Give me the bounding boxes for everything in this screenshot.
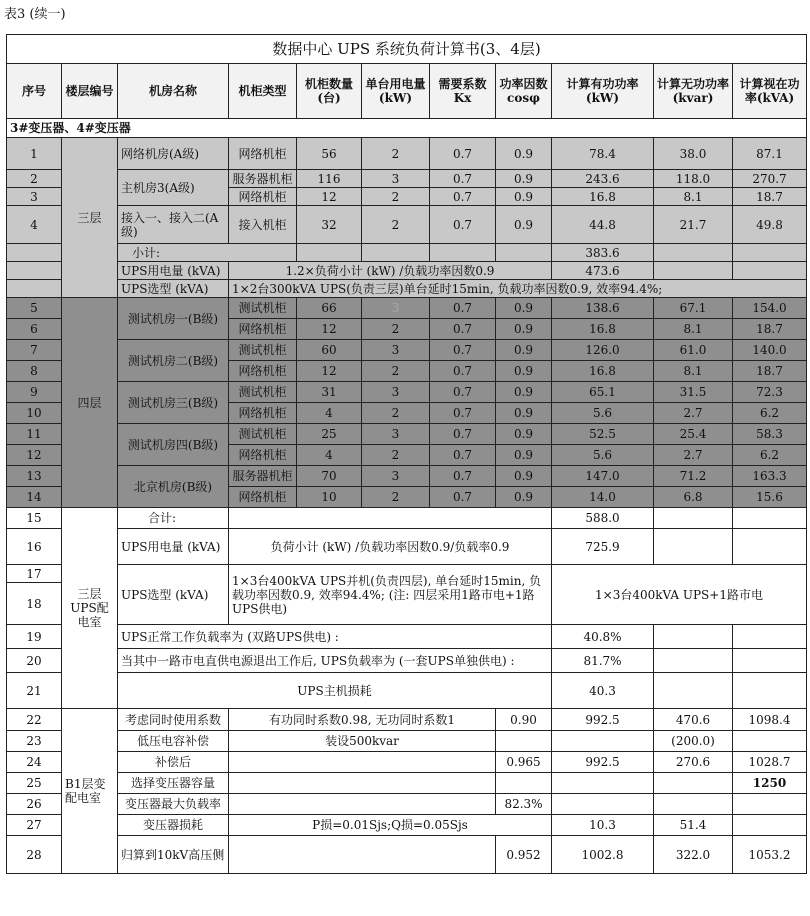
active-power: 5.6 xyxy=(552,445,654,466)
reactive-power: 470.6 xyxy=(654,709,733,731)
kx: 0.7 xyxy=(430,188,496,206)
active-power: 16.8 xyxy=(552,319,654,340)
row-no: 19 xyxy=(7,625,62,649)
cos-phi: 0.9 xyxy=(496,298,552,319)
kx: 0.7 xyxy=(430,340,496,361)
cabinet-qty: 12 xyxy=(297,361,362,382)
kx: 0.7 xyxy=(430,361,496,382)
table-row xyxy=(7,298,807,319)
ups-loss-value: 40.3 xyxy=(552,673,654,709)
row-no: 4 xyxy=(7,206,62,244)
table-row xyxy=(7,773,807,794)
row-text: P损=0.01Sjs;Q损=0.05Sjs xyxy=(229,815,552,836)
kx: 0.7 xyxy=(430,138,496,170)
room-name: 测试机房四(B级) xyxy=(118,424,229,466)
apparent-power: 1053.2 xyxy=(733,836,807,874)
row-no: 20 xyxy=(7,649,62,673)
cos-phi: 0.9 xyxy=(496,340,552,361)
unit-kw: 2 xyxy=(362,361,430,382)
reactive-power: 2.7 xyxy=(654,445,733,466)
reactive-power: 21.7 xyxy=(654,206,733,244)
ups-load-normal-value: 40.8% xyxy=(552,625,654,649)
row-no: 28 xyxy=(7,836,62,874)
table-row xyxy=(7,794,807,815)
apparent-power: 1098.4 xyxy=(733,709,807,731)
section-label: 3#变压器、4#变压器 xyxy=(7,119,807,138)
table-row xyxy=(7,752,807,773)
cabinet-type: 网络机柜 xyxy=(229,403,297,424)
ups-load-normal-label: UPS正常工作负载率为 (双路UPS供电) : xyxy=(118,625,552,649)
unit-kw: 3 xyxy=(362,170,430,188)
reactive-power: 8.1 xyxy=(654,361,733,382)
header-cell: 单台用电量(kW) xyxy=(362,64,430,119)
cabinet-type: 测试机柜 xyxy=(229,298,297,319)
subtotal-value: 383.6 xyxy=(552,244,654,262)
row-label: 补偿后 xyxy=(118,752,229,773)
apparent-power: 18.7 xyxy=(733,188,807,206)
table-row xyxy=(7,565,807,583)
ups-usage-label: UPS用电量 (kVA) xyxy=(118,262,229,280)
row-label: 考虑同时使用系数 xyxy=(118,709,229,731)
room-name: 测试机房三(B级) xyxy=(118,382,229,424)
header-cell: 计算视在功率(kVA) xyxy=(733,64,807,119)
row-no: 23 xyxy=(7,731,62,752)
reactive-power: 322.0 xyxy=(654,836,733,874)
row-no: 18 xyxy=(7,583,62,625)
cabinet-qty: 56 xyxy=(297,138,362,170)
table-row xyxy=(7,138,807,170)
row-no: 14 xyxy=(7,487,62,508)
table-row xyxy=(7,340,807,361)
transformer-capacity: 1250 xyxy=(733,773,807,794)
row-label: 归算到10kV高压侧 xyxy=(118,836,229,874)
reactive-power: 8.1 xyxy=(654,319,733,340)
unit-kw: 2 xyxy=(362,206,430,244)
reactive-power: 51.4 xyxy=(654,815,733,836)
row-text: 有功同时系数0.98, 无功同时系数1 xyxy=(229,709,496,731)
ups-model-text: 1×3台400kVA UPS并机(负责四层), 单台延时15min, 负载功率因数0.9, 效率94.4%; (注: 四层采用1路市电+1路UPS供电) xyxy=(229,565,552,625)
cos-phi: 0.9 xyxy=(496,188,552,206)
header-cell: 功率因数cosφ xyxy=(496,64,552,119)
reactive-power: 6.8 xyxy=(654,487,733,508)
active-power: 138.6 xyxy=(552,298,654,319)
cos-phi: 0.9 xyxy=(496,445,552,466)
row-label: 低压电容补偿 xyxy=(118,731,229,752)
unit-kw: 3 xyxy=(362,382,430,403)
unit-kw: 2 xyxy=(362,188,430,206)
row-no: 24 xyxy=(7,752,62,773)
header-cell: 机房名称 xyxy=(118,64,229,119)
header-cell: 需要系数Kx xyxy=(430,64,496,119)
ups-loss-label: UPS主机损耗 xyxy=(118,673,552,709)
apparent-power: 163.3 xyxy=(733,466,807,487)
apparent-power: 87.1 xyxy=(733,138,807,170)
ups-model-summary: 1×3台400kVA UPS+1路市电 xyxy=(552,565,807,625)
row-no: 22 xyxy=(7,709,62,731)
table-row xyxy=(7,170,807,188)
cos-phi: 0.9 xyxy=(496,403,552,424)
cos-phi: 0.9 xyxy=(496,466,552,487)
subtotal-row xyxy=(7,244,807,262)
reactive-power: 2.7 xyxy=(654,403,733,424)
ups-usage-value: 473.6 xyxy=(552,262,654,280)
subtotal-label: 小计: xyxy=(118,244,297,262)
row-no: 13 xyxy=(7,466,62,487)
ups-usage-row xyxy=(7,262,807,280)
table-row xyxy=(7,625,807,649)
cabinet-type: 服务器机柜 xyxy=(229,466,297,487)
apparent-power: 140.0 xyxy=(733,340,807,361)
room-name: 网络机房(A级) xyxy=(118,138,229,170)
table-row xyxy=(7,731,807,752)
cabinet-type: 服务器机柜 xyxy=(229,170,297,188)
cabinet-type: 测试机柜 xyxy=(229,340,297,361)
active-power: 243.6 xyxy=(552,170,654,188)
apparent-power: 15.6 xyxy=(733,487,807,508)
unit-kw: 2 xyxy=(362,403,430,424)
row-no: 8 xyxy=(7,361,62,382)
ups-model-label: UPS选型 (kVA) xyxy=(118,565,229,625)
active-power: 10.3 xyxy=(552,815,654,836)
row-no: 16 xyxy=(7,529,62,565)
cabinet-qty: 32 xyxy=(297,206,362,244)
cabinet-type: 网络机柜 xyxy=(229,319,297,340)
active-power: 5.6 xyxy=(552,403,654,424)
kx: 0.7 xyxy=(430,319,496,340)
row-no: 11 xyxy=(7,424,62,445)
cabinet-qty: 25 xyxy=(297,424,362,445)
apparent-power: 49.8 xyxy=(733,206,807,244)
ups-load-table xyxy=(6,34,807,874)
table-row xyxy=(7,649,807,673)
kx: 0.7 xyxy=(430,170,496,188)
ups-model-label: UPS选型 (kVA) xyxy=(118,280,229,298)
table-row xyxy=(7,466,807,487)
row-label: 变压器最大负载率 xyxy=(118,794,229,815)
b1-room-label: B1层变配电室 xyxy=(62,709,118,874)
cabinet-qty: 116 xyxy=(297,170,362,188)
kx: 0.7 xyxy=(430,487,496,508)
apparent-power: 58.3 xyxy=(733,424,807,445)
cabinet-type: 测试机柜 xyxy=(229,424,297,445)
unit-kw: 2 xyxy=(362,445,430,466)
row-no: 25 xyxy=(7,773,62,794)
cabinet-qty: 70 xyxy=(297,466,362,487)
active-power: 52.5 xyxy=(552,424,654,445)
unit-kw: 3 xyxy=(362,340,430,361)
ups-usage-value: 725.9 xyxy=(552,529,654,565)
cabinet-qty: 10 xyxy=(297,487,362,508)
cabinet-type: 网络机柜 xyxy=(229,138,297,170)
row-text: 装设500kvar xyxy=(229,731,496,752)
cos-phi: 0.9 xyxy=(496,487,552,508)
active-power: 147.0 xyxy=(552,466,654,487)
cos-phi: 0.9 xyxy=(496,170,552,188)
cabinet-qty: 66 xyxy=(297,298,362,319)
active-power: 992.5 xyxy=(552,752,654,773)
apparent-power: 18.7 xyxy=(733,319,807,340)
ups-model-row xyxy=(7,280,807,298)
cabinet-type: 网络机柜 xyxy=(229,188,297,206)
room-name: 主机房3(A级) xyxy=(118,170,229,206)
apparent-power: 18.7 xyxy=(733,361,807,382)
reactive-power: (200.0) xyxy=(654,731,733,752)
table-title: 数据中心 UPS 系统负荷计算书(3、4层) xyxy=(7,35,807,64)
active-power: 1002.8 xyxy=(552,836,654,874)
reactive-power: 31.5 xyxy=(654,382,733,403)
apparent-power: 1028.7 xyxy=(733,752,807,773)
apparent-power: 6.2 xyxy=(733,445,807,466)
cabinet-qty: 4 xyxy=(297,403,362,424)
cos-phi: 0.9 xyxy=(496,361,552,382)
cabinet-qty: 31 xyxy=(297,382,362,403)
max-load-rate: 82.3% xyxy=(496,794,552,815)
header-cell: 计算无功功率(kvar) xyxy=(654,64,733,119)
cos-phi: 0.9 xyxy=(496,424,552,445)
ups-usage-label: UPS用电量 (kVA) xyxy=(118,529,229,565)
room-name: 接入一、接入二(A级) xyxy=(118,206,229,244)
ups-usage-formula: 负荷小计 (kW) /负载功率因数0.9/负载率0.9 xyxy=(229,529,552,565)
table-caption: 表3 (续一) xyxy=(4,7,66,22)
row-no: 21 xyxy=(7,673,62,709)
row-no: 2 xyxy=(7,170,62,188)
active-power: 44.8 xyxy=(552,206,654,244)
reactive-power: 61.0 xyxy=(654,340,733,361)
ups-load-single-value: 81.7% xyxy=(552,649,654,673)
unit-kw: 2 xyxy=(362,487,430,508)
reactive-power: 71.2 xyxy=(654,466,733,487)
table-row xyxy=(7,836,807,874)
table-row xyxy=(7,673,807,709)
unit-kw: 2 xyxy=(362,319,430,340)
cos-phi: 0.952 xyxy=(496,836,552,874)
cos-phi: 0.965 xyxy=(496,752,552,773)
active-power: 65.1 xyxy=(552,382,654,403)
row-no: 15 xyxy=(7,508,62,529)
row-no: 3 xyxy=(7,188,62,206)
row-no: 1 xyxy=(7,138,62,170)
row-no: 5 xyxy=(7,298,62,319)
cos-phi: 0.9 xyxy=(496,319,552,340)
apparent-power: 154.0 xyxy=(733,298,807,319)
row-no: 17 xyxy=(7,565,62,583)
header-cell: 序号 xyxy=(7,64,62,119)
row-no: 12 xyxy=(7,445,62,466)
header-cell: 楼层编号 xyxy=(62,64,118,119)
row-no: 6 xyxy=(7,319,62,340)
cabinet-qty: 12 xyxy=(297,188,362,206)
ups-load-single-label: 当其中一路市电直供电源退出工作后, UPS负载率为 (一套UPS单独供电) : xyxy=(118,649,552,673)
cos-phi: 0.9 xyxy=(496,138,552,170)
reactive-power: 25.4 xyxy=(654,424,733,445)
ups-usage-formula: 1.2×负荷小计 (kW) /负载功率因数0.9 xyxy=(229,262,552,280)
room-name: 北京机房(B级) xyxy=(118,466,229,508)
ups-usage-row xyxy=(7,529,807,565)
header-cell: 计算有功功率(kW) xyxy=(552,64,654,119)
cabinet-type: 网络机柜 xyxy=(229,487,297,508)
active-power: 78.4 xyxy=(552,138,654,170)
floor-label: 三层 xyxy=(62,138,118,298)
cabinet-qty: 60 xyxy=(297,340,362,361)
apparent-power: 72.3 xyxy=(733,382,807,403)
kx: 0.7 xyxy=(430,382,496,403)
cabinet-type: 接入机柜 xyxy=(229,206,297,244)
cabinet-qty: 12 xyxy=(297,319,362,340)
row-no: 7 xyxy=(7,340,62,361)
apparent-power: 270.7 xyxy=(733,170,807,188)
active-power: 126.0 xyxy=(552,340,654,361)
room-name: 测试机房二(B级) xyxy=(118,340,229,382)
kx: 0.7 xyxy=(430,298,496,319)
unit-kw: 3 xyxy=(362,466,430,487)
header-cell: 机柜类型 xyxy=(229,64,297,119)
header-cell: 机柜数量(台) xyxy=(297,64,362,119)
row-label: 选择变压器容量 xyxy=(118,773,229,794)
total-value: 588.0 xyxy=(552,508,654,529)
kx: 0.7 xyxy=(430,403,496,424)
reactive-power: 270.6 xyxy=(654,752,733,773)
ups-model-text: 1×2台300kVA UPS(负责三层)单台延时15min, 负载功率因数0.9, 效率94.4%; xyxy=(229,280,807,298)
apparent-power: 6.2 xyxy=(733,403,807,424)
cabinet-qty: 4 xyxy=(297,445,362,466)
room-name: 测试机房一(B级) xyxy=(118,298,229,340)
row-no: 26 xyxy=(7,794,62,815)
table-row xyxy=(7,382,807,403)
row-no: 10 xyxy=(7,403,62,424)
unit-kw: 3 xyxy=(362,424,430,445)
table-row xyxy=(7,206,807,244)
cos-phi: 0.90 xyxy=(496,709,552,731)
reactive-power: 38.0 xyxy=(654,138,733,170)
row-no: 27 xyxy=(7,815,62,836)
ups-room-label: 三层UPS配电室 xyxy=(62,508,118,709)
unit-kw: 3 xyxy=(362,298,430,319)
cabinet-type: 网络机柜 xyxy=(229,445,297,466)
kx: 0.7 xyxy=(430,424,496,445)
active-power: 992.5 xyxy=(552,709,654,731)
cos-phi: 0.9 xyxy=(496,206,552,244)
unit-kw: 2 xyxy=(362,138,430,170)
reactive-power: 67.1 xyxy=(654,298,733,319)
table-row xyxy=(7,815,807,836)
active-power: 16.8 xyxy=(552,361,654,382)
floor-label: 四层 xyxy=(62,298,118,508)
reactive-power: 8.1 xyxy=(654,188,733,206)
active-power: 16.8 xyxy=(552,188,654,206)
cabinet-type: 网络机柜 xyxy=(229,361,297,382)
table-row xyxy=(7,424,807,445)
table-row xyxy=(7,709,807,731)
cabinet-type: 测试机柜 xyxy=(229,382,297,403)
total-label: 合计: xyxy=(118,508,229,529)
active-power: 14.0 xyxy=(552,487,654,508)
kx: 0.7 xyxy=(430,466,496,487)
kx: 0.7 xyxy=(430,445,496,466)
cos-phi: 0.9 xyxy=(496,382,552,403)
kx: 0.7 xyxy=(430,206,496,244)
reactive-power: 118.0 xyxy=(654,170,733,188)
row-no: 9 xyxy=(7,382,62,403)
row-label: 变压器损耗 xyxy=(118,815,229,836)
total-row xyxy=(7,508,807,529)
